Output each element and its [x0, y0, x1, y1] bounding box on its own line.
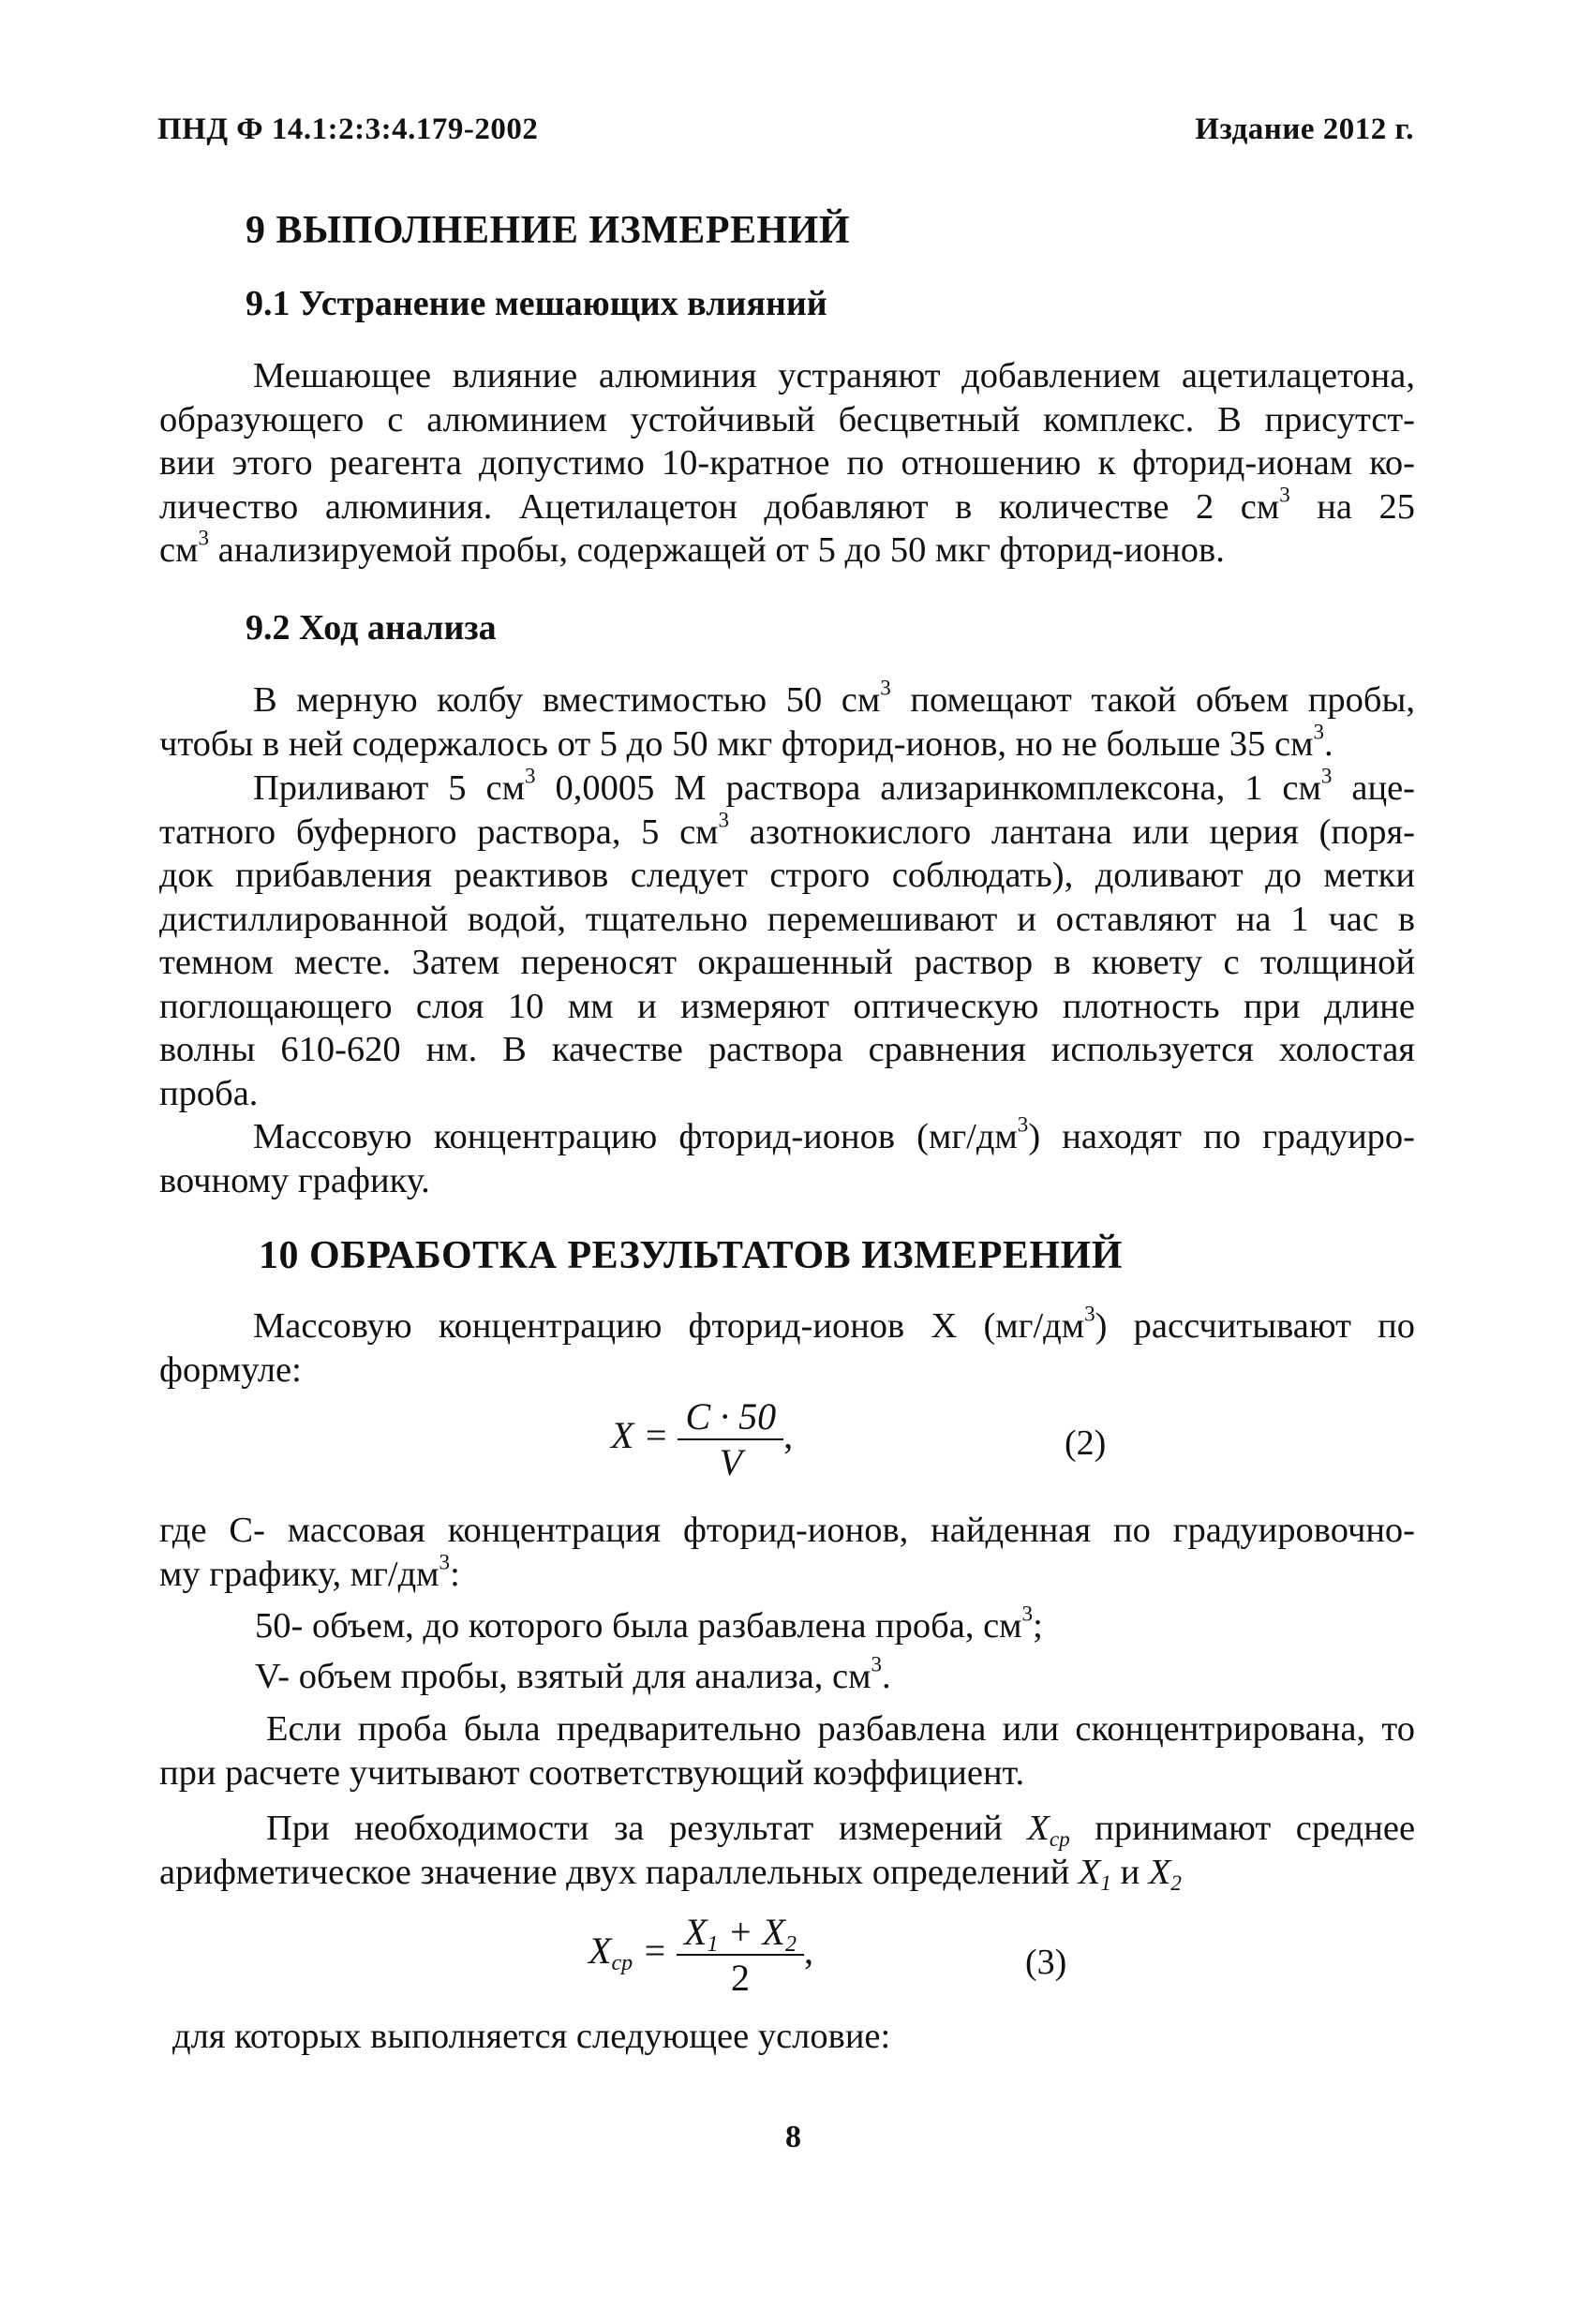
- document-code: ПНД Ф 14.1:2:3:4.179-2002: [157, 112, 539, 146]
- dilution-paragraph: [159, 1707, 1415, 1795]
- text-line: му графику, $мг/дм^3$:: [159, 1549, 460, 1594]
- text-line: дистиллированной водой, тщательно перемешивают и оставляют на 1 час в: [159, 899, 1415, 939]
- formula-lhs: X =: [611, 1414, 669, 1457]
- text-line: При необходимости за результат измерений $X_{ср}$ принимают среднее: [266, 1809, 1416, 1851]
- text-line: вочному графику.: [159, 1160, 430, 1200]
- text-line: формуле:: [159, 1349, 302, 1390]
- text-line: где С- массовая концентрация фторид-ионов, найденная по градуировочно-: [159, 1511, 1415, 1550]
- text-line: Массовую концентрацию фторид-ионов $(мг/дм^3)$ находят по градуиро-: [253, 1111, 1415, 1156]
- formula-denominator: 2: [731, 1957, 751, 1999]
- section-9-2-paragraph-2: [159, 763, 1416, 1115]
- text-line: образующего с алюминием устойчивый бесцветный комплекс. В присутст-: [159, 399, 1415, 439]
- text-line: Если проба была предварительно разбавлена или сконцентрирована, то: [266, 1709, 1415, 1749]
- text-line: Массовую концентрацию фторид-ионов X $(мг/дм^3)$ рассчитывают по: [253, 1301, 1415, 1346]
- section-9-2-paragraph-1: [159, 675, 1416, 766]
- text-line: арифметическое значение двух параллельных определений $X_1$ и $X_2$: [159, 1852, 1182, 1895]
- formula-fraction: [677, 1910, 804, 2000]
- text-line: личество алюминия. Ацетилацетон добавляют в количестве 2 $см^3$ на 25: [159, 482, 1415, 527]
- text-line: темном месте. Затем переносят окрашенный раствор в кювету с толщиной: [159, 943, 1415, 982]
- text-line: Мешающее влияние алюминия устраняют добавлением ацетилацетона,: [253, 356, 1415, 395]
- text-line: волны 610-620 нм. В качестве раствора сравнения используется холостая: [159, 1030, 1415, 1069]
- edition-label: Издание 2012 г.: [1195, 112, 1414, 146]
- formula-denominator: V: [719, 1441, 742, 1483]
- formula-comma: ,: [783, 1414, 794, 1457]
- section-10-intro: [159, 1301, 1415, 1392]
- legend-v: V- объем пробы, взятый для анализа, $см^3$.: [255, 1651, 891, 1696]
- formula-comma: ,: [803, 1929, 813, 1973]
- text-line: проба.: [159, 1073, 259, 1113]
- formula-2: [611, 1394, 793, 1484]
- legend-50: 50- объем, до которого была разбавлена проба, $см^3$;: [255, 1601, 1043, 1646]
- text-line: вии этого реагента допустимо 10-кратное по отношению к фторид-ионам ко-: [159, 443, 1415, 483]
- section-9-2-title: 9.2 Ход анализа: [246, 608, 497, 648]
- formula-2-number: (2): [1065, 1423, 1107, 1463]
- average-paragraph: [159, 1807, 1415, 1894]
- text-line: $см^3$ анализируемой пробы, содержащей от 5 до 50 мкг фторид-ионов.: [159, 525, 1225, 570]
- page-number: 8: [785, 2120, 801, 2154]
- text-line: татного буферного раствора, 5 $см^3$ азотнокислого лантана или церия (поря-: [159, 807, 1415, 852]
- section-9-1-paragraph: [159, 354, 1415, 573]
- text-line: чтобы в ней содержалось от 5 до 50 мкг фторид-ионов, но не больше 35 $см^3$.: [159, 719, 1333, 764]
- text-line: при расчете учитывают соответствующий коэффициент.: [159, 1752, 1025, 1793]
- formula-3: [588, 1910, 813, 2000]
- formula-lhs: $X_{ср}$ =: [588, 1929, 668, 1976]
- section-9-2-paragraph-3: [159, 1111, 1415, 1202]
- text-line: поглощающего слоя 10 мм и измеряют оптическую плотность при длине: [159, 986, 1415, 1026]
- section-9-1-title: 9.1 Устранение мешающих влияний: [246, 284, 827, 323]
- condition-text: для которых выполняется следующее условие:: [172, 2017, 891, 2056]
- formula-numerator: $X_1 + X_2$: [677, 1910, 804, 1956]
- formula-fraction: [678, 1394, 783, 1484]
- formula-3-number: (3): [1025, 1943, 1067, 1982]
- section-9-title: 9 ВЫПОЛНЕНИЕ ИЗМЕРЕНИЙ: [246, 209, 850, 252]
- text-line: В мерную колбу вместимостью 50 $см^3$ помещают такой объем пробы,: [253, 675, 1416, 720]
- formula-2-legend: [159, 1509, 1415, 1596]
- section-10-title: 10 ОБРАБОТКА РЕЗУЛЬТАТОВ ИЗМЕРЕНИЙ: [259, 1234, 1123, 1277]
- text-line: Приливают 5 $см^3$ 0,0005 М раствора ализаринкомплексона, 1 $см^3$ аце-: [253, 763, 1416, 808]
- text-line: док прибавления реактивов следует строго соблюдать), доливают до метки: [159, 856, 1415, 895]
- formula-numerator: C · 50: [678, 1394, 783, 1440]
